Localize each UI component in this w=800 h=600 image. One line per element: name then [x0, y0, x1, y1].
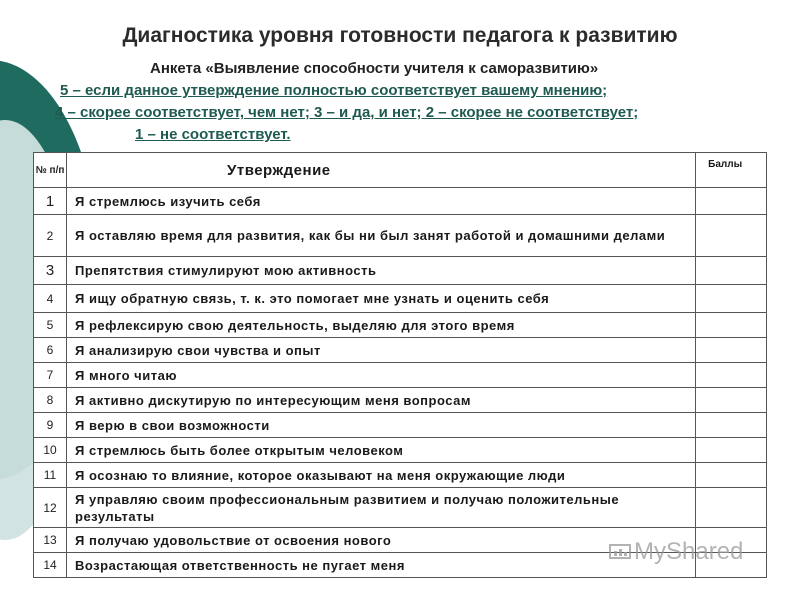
row-statement: Я рефлексирую свою деятельность, выделяю для этого время — [67, 313, 696, 338]
table-row — [34, 257, 767, 285]
table-row — [34, 188, 767, 215]
row-score-cell[interactable] — [696, 488, 767, 528]
row-number: 3 — [34, 257, 67, 285]
row-number: 1 — [34, 188, 67, 215]
row-statement: Возрастающая ответственность не пугает меня — [67, 553, 696, 578]
table-row — [34, 388, 767, 413]
scale-line-1: 5 – если данное утверждение полностью соответствует вашему мнению; — [60, 82, 608, 99]
table-header-row — [34, 153, 767, 188]
row-score-cell[interactable] — [696, 257, 767, 285]
header-statement: Утверждение — [67, 153, 696, 188]
watermark-text: MyShared — [634, 538, 744, 565]
row-number: 4 — [34, 285, 67, 313]
row-statement: Я анализирую свои чувства и опыт — [67, 338, 696, 363]
row-number: 2 — [34, 215, 67, 257]
row-number: 5 — [34, 313, 67, 338]
row-score-cell[interactable] — [696, 188, 767, 215]
table-row — [34, 363, 767, 388]
questionnaire-subtitle: Анкета «Выявление способности учителя к саморазвитию» — [150, 60, 599, 77]
row-score-cell[interactable] — [696, 438, 767, 463]
scale-line-3: 1 – не соответствует. — [135, 126, 291, 143]
row-statement: Я управляю своим профессиональным развитием и получаю положительные результаты — [67, 488, 696, 528]
row-statement: Я оставляю время для развития, как бы ни был занят работой и домашними делами — [67, 215, 696, 257]
row-number: 13 — [34, 528, 67, 553]
header-score: Баллы — [696, 153, 767, 188]
row-number: 12 — [34, 488, 67, 528]
row-score-cell[interactable] — [696, 388, 767, 413]
row-score-cell[interactable] — [696, 338, 767, 363]
row-statement: Я осознаю то влияние, которое оказывают на меня окружающие люди — [67, 463, 696, 488]
row-number: 8 — [34, 388, 67, 413]
scale-line-2: 4 – скорее соответствует, чем нет; 3 – и да, и нет; 2 – скорее не соответствует; — [55, 104, 639, 121]
row-score-cell[interactable] — [696, 285, 767, 313]
watermark — [608, 538, 743, 566]
row-number: 9 — [34, 413, 67, 438]
table-row — [34, 313, 767, 338]
questionnaire-table — [33, 152, 767, 578]
table-row — [34, 215, 767, 257]
header-num: № п/п — [34, 153, 67, 188]
row-score-cell[interactable] — [696, 313, 767, 338]
row-number: 6 — [34, 338, 67, 363]
table-row — [34, 463, 767, 488]
row-score-cell[interactable] — [696, 363, 767, 388]
row-score-cell[interactable] — [696, 463, 767, 488]
row-score-cell[interactable] — [696, 215, 767, 257]
row-statement: Я стремлюсь быть более открытым человеком — [67, 438, 696, 463]
row-number: 11 — [34, 463, 67, 488]
page-title: Диагностика уровня готовности педагога к развитию — [122, 24, 678, 47]
row-statement: Я активно дискутирую по интересующим меня вопросам — [67, 388, 696, 413]
row-number: 14 — [34, 553, 67, 578]
table-row — [34, 338, 767, 363]
row-statement: Я получаю удовольствие от освоения нового — [67, 528, 696, 553]
presentation-icon — [608, 543, 634, 563]
table-row — [34, 488, 767, 528]
row-statement: Препятствия стимулируют мою активность — [67, 257, 696, 285]
row-score-cell[interactable] — [696, 413, 767, 438]
table-row — [34, 438, 767, 463]
row-statement: Я ищу обратную связь, т. к. это помогает мне узнать и оценить себя — [67, 285, 696, 313]
row-statement: Я много читаю — [67, 363, 696, 388]
row-number: 10 — [34, 438, 67, 463]
row-number: 7 — [34, 363, 67, 388]
table-row — [34, 285, 767, 313]
row-statement: Я стремлюсь изучить себя — [67, 188, 696, 215]
table-row — [34, 413, 767, 438]
row-statement: Я верю в свои возможности — [67, 413, 696, 438]
